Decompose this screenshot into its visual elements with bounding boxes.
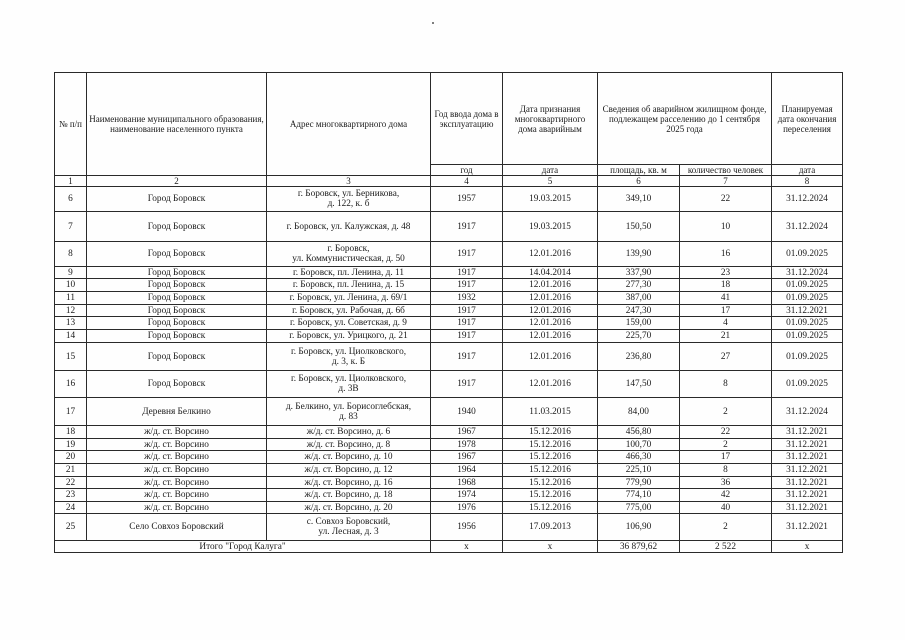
table-row [55, 439, 843, 451]
row-municipality: Город Боровск [87, 343, 267, 371]
scan-speck [432, 22, 434, 24]
row-plan: 31.12.2024 [772, 398, 843, 426]
row-municipality: Город Боровск [87, 242, 267, 267]
row-municipality: ж/д. ст. Ворсино [87, 502, 267, 514]
total-people: 2 522 [680, 541, 772, 553]
total-date: х [503, 541, 598, 553]
table-row [55, 398, 843, 426]
column-number: 1 [55, 176, 87, 187]
row-people: 36 [680, 477, 772, 489]
row-date: 15.12.2016 [503, 464, 598, 477]
row-area: 247,30 [598, 305, 680, 317]
row-area: 779,90 [598, 477, 680, 489]
row-year: 1917 [431, 279, 503, 292]
row-municipality: Город Боровск [87, 187, 267, 212]
table-row [55, 464, 843, 477]
row-number: 9 [55, 267, 87, 279]
row-number: 24 [55, 502, 87, 514]
row-people: 10 [680, 212, 772, 242]
row-people: 22 [680, 426, 772, 439]
table-row [55, 489, 843, 502]
row-year: 1932 [431, 292, 503, 305]
header-plan: Планируемая дата окончания переселения [772, 73, 843, 165]
row-year: 1967 [431, 426, 503, 439]
row-number: 13 [55, 317, 87, 330]
table-row [55, 187, 843, 212]
address-line-1: г. Боровск, ул. Циолковского, [290, 374, 407, 384]
row-number: 19 [55, 439, 87, 451]
row-address [267, 426, 431, 439]
row-plan: 31.12.2024 [772, 187, 843, 212]
row-area: 466,30 [598, 451, 680, 464]
row-number: 23 [55, 489, 87, 502]
row-address [267, 343, 431, 371]
row-people: 8 [680, 464, 772, 477]
address-line-1: ж/д. ст. Ворсино, д. 8 [306, 439, 391, 450]
row-year: 1956 [431, 514, 503, 541]
table-row [55, 343, 843, 371]
address-line-1: ж/д. ст. Ворсино, д. 20 [304, 502, 393, 513]
row-address [267, 451, 431, 464]
row-year: 1968 [431, 477, 503, 489]
address-line-1: г. Боровск, ул. Ленина, д. 69/1 [289, 293, 408, 303]
row-plan: 31.12.2021 [772, 426, 843, 439]
row-area: 139,90 [598, 242, 680, 267]
row-address [267, 267, 431, 279]
subheader-year: год [431, 165, 503, 176]
column-number: 5 [503, 176, 598, 187]
row-people: 23 [680, 267, 772, 279]
row-plan: 01.09.2025 [772, 279, 843, 292]
table-row [55, 514, 843, 541]
row-date: 12.01.2016 [503, 305, 598, 317]
row-area: 349,10 [598, 187, 680, 212]
row-area: 236,80 [598, 343, 680, 371]
row-number: 17 [55, 398, 87, 426]
address-line-2: д. 3, к. Б [331, 356, 366, 367]
address-line-1: г. Боровск, ул. Берникова, [297, 189, 400, 199]
row-number: 11 [55, 292, 87, 305]
row-area: 456,80 [598, 426, 680, 439]
row-people: 8 [680, 371, 772, 398]
table-row [55, 279, 843, 292]
row-municipality: Деревня Белкино [87, 398, 267, 426]
row-address [267, 212, 431, 242]
row-year: 1917 [431, 317, 503, 330]
row-area: 774,10 [598, 489, 680, 502]
row-municipality: ж/д. ст. Ворсино [87, 451, 267, 464]
row-plan: 01.09.2025 [772, 242, 843, 267]
row-municipality: Город Боровск [87, 330, 267, 343]
row-municipality: ж/д. ст. Ворсино [87, 489, 267, 502]
subheader-area: площадь, кв. м [598, 165, 680, 176]
header-year: Год ввода дома в эксплуатацию [431, 73, 503, 165]
row-address [267, 292, 431, 305]
row-municipality: Город Боровск [87, 267, 267, 279]
row-municipality: ж/д. ст. Ворсино [87, 439, 267, 451]
total-row [55, 541, 843, 553]
row-number: 7 [55, 212, 87, 242]
row-area: 337,90 [598, 267, 680, 279]
address-line-2: д. 83 [339, 411, 358, 422]
row-area: 147,50 [598, 371, 680, 398]
row-number: 8 [55, 242, 87, 267]
row-people: 21 [680, 330, 772, 343]
row-date: 12.01.2016 [503, 330, 598, 343]
table-row [55, 477, 843, 489]
total-year: х [431, 541, 503, 553]
row-address [267, 279, 431, 292]
table-row [55, 267, 843, 279]
row-date: 12.01.2016 [503, 279, 598, 292]
column-number: 7 [680, 176, 772, 187]
row-number: 22 [55, 477, 87, 489]
row-people: 4 [680, 317, 772, 330]
row-area: 84,00 [598, 398, 680, 426]
row-date: 15.12.2016 [503, 426, 598, 439]
row-people: 40 [680, 502, 772, 514]
row-municipality: Город Боровск [87, 292, 267, 305]
row-date: 12.01.2016 [503, 242, 598, 267]
address-line-1: ж/д. ст. Ворсино, д. 18 [304, 490, 393, 500]
row-address [267, 242, 431, 267]
row-plan: 31.12.2021 [772, 439, 843, 451]
header-municipality: Наименование муниципального образования, наименование населенного пункта [87, 73, 267, 176]
column-number: 6 [598, 176, 680, 187]
row-number: 6 [55, 187, 87, 212]
row-date: 15.12.2016 [503, 502, 598, 514]
row-area: 387,00 [598, 292, 680, 305]
table-header-row [55, 73, 843, 165]
row-number: 20 [55, 451, 87, 464]
row-plan: 31.12.2021 [772, 464, 843, 477]
address-line-2: д. 3В [338, 384, 359, 394]
row-area: 775,00 [598, 502, 680, 514]
row-plan: 31.12.2024 [772, 267, 843, 279]
row-year: 1957 [431, 187, 503, 212]
row-area: 225,70 [598, 330, 680, 343]
row-year: 1917 [431, 330, 503, 343]
header-address: Адрес многоквартирного дома [267, 73, 431, 176]
row-year: 1917 [431, 267, 503, 279]
row-address [267, 489, 431, 502]
address-line-1: ж/д. ст. Ворсино, д. 16 [304, 477, 393, 488]
subheader-plan: дата [772, 165, 843, 176]
row-year: 1940 [431, 398, 503, 426]
row-address [267, 398, 431, 426]
row-year: 1974 [431, 489, 503, 502]
address-line-1: д. Белкино, ул. Борисоглебская, [285, 401, 412, 412]
row-date: 12.01.2016 [503, 371, 598, 398]
row-year: 1917 [431, 242, 503, 267]
row-year: 1978 [431, 439, 503, 451]
row-date: 15.12.2016 [503, 477, 598, 489]
table-row [55, 242, 843, 267]
row-people: 41 [680, 292, 772, 305]
total-plan: х [772, 541, 843, 553]
row-date: 14.04.2014 [503, 267, 598, 279]
table-row [55, 305, 843, 317]
row-area: 150,50 [598, 212, 680, 242]
address-line-1: с. Совхоз Боровский, [306, 517, 391, 527]
table-row [55, 212, 843, 242]
row-people: 27 [680, 343, 772, 371]
row-municipality: Город Боровск [87, 371, 267, 398]
address-line-1: ж/д. ст. Ворсино, д. 10 [304, 452, 393, 462]
row-plan: 31.12.2021 [772, 489, 843, 502]
address-line-2: ул. Лесная, д. 3 [318, 527, 379, 537]
row-people: 2 [680, 514, 772, 541]
row-number: 10 [55, 279, 87, 292]
row-municipality: ж/д. ст. Ворсино [87, 464, 267, 477]
row-number: 15 [55, 343, 87, 371]
table-row [55, 317, 843, 330]
row-plan: 31.12.2021 [772, 502, 843, 514]
row-people: 18 [680, 279, 772, 292]
row-address [267, 371, 431, 398]
row-plan: 01.09.2025 [772, 343, 843, 371]
row-plan: 01.09.2025 [772, 371, 843, 398]
row-area: 159,00 [598, 317, 680, 330]
row-plan: 31.12.2024 [772, 212, 843, 242]
row-date: 15.12.2016 [503, 439, 598, 451]
row-address [267, 317, 431, 330]
row-date: 12.01.2016 [503, 343, 598, 371]
row-area: 106,90 [598, 514, 680, 541]
address-line-1: ж/д. ст. Ворсино, д. 12 [304, 465, 393, 475]
row-people: 22 [680, 187, 772, 212]
row-people: 42 [680, 489, 772, 502]
header-fund-info: Сведения об аварийном жилищном фонде, подлежащем расселению до 1 сентября 2025 года [598, 73, 772, 165]
subheader-date: дата [503, 165, 598, 176]
header-date: Дата признания многоквартирного дома аварийным [503, 73, 598, 165]
row-year: 1976 [431, 502, 503, 514]
total-area: 36 879,62 [598, 541, 680, 553]
row-year: 1917 [431, 371, 503, 398]
row-number: 16 [55, 371, 87, 398]
row-date: 12.01.2016 [503, 317, 598, 330]
row-year: 1964 [431, 464, 503, 477]
row-area: 225,10 [598, 464, 680, 477]
row-address [267, 464, 431, 477]
row-address [267, 477, 431, 489]
row-number: 12 [55, 305, 87, 317]
column-number: 8 [772, 176, 843, 187]
row-address [267, 502, 431, 514]
row-year: 1917 [431, 343, 503, 371]
table-row [55, 292, 843, 305]
row-plan: 31.12.2021 [772, 305, 843, 317]
row-plan: 31.12.2021 [772, 451, 843, 464]
row-number: 14 [55, 330, 87, 343]
row-area: 277,30 [598, 279, 680, 292]
table-row [55, 371, 843, 398]
subheader-people: количество человек [680, 165, 772, 176]
column-number: 3 [267, 176, 431, 187]
row-date: 19.03.2015 [503, 187, 598, 212]
address-line-1: ж/д. ст. Ворсино, д. 6 [306, 427, 391, 437]
row-date: 11.03.2015 [503, 398, 598, 426]
row-people: 2 [680, 398, 772, 426]
row-date: 19.03.2015 [503, 212, 598, 242]
table-row [55, 426, 843, 439]
row-people: 17 [680, 305, 772, 317]
row-plan: 31.12.2021 [772, 477, 843, 489]
emergency-housing-table [54, 72, 843, 553]
address-line-1: г. Боровск, [327, 244, 370, 254]
row-municipality: Город Боровск [87, 317, 267, 330]
address-line-1: г. Боровск, ул. Советская, д. 9 [290, 318, 407, 328]
column-number: 2 [87, 176, 267, 187]
row-people: 16 [680, 242, 772, 267]
table-row [55, 451, 843, 464]
row-address [267, 187, 431, 212]
row-municipality: ж/д. ст. Ворсино [87, 477, 267, 489]
row-municipality: Село Совхоз Боровский [87, 514, 267, 541]
row-municipality: ж/д. ст. Ворсино [87, 426, 267, 439]
row-address [267, 514, 431, 541]
address-line-1: г. Боровск, ул. Калужская, д. 48 [286, 221, 411, 232]
address-line-2: ул. Коммунистическая, д. 50 [292, 254, 405, 264]
row-date: 12.01.2016 [503, 292, 598, 305]
address-line-1: г. Боровск, ул. Рабочая, д. 6б [292, 305, 405, 316]
row-area: 100,70 [598, 439, 680, 451]
row-year: 1917 [431, 305, 503, 317]
row-municipality: Город Боровск [87, 305, 267, 317]
row-address [267, 330, 431, 343]
address-line-1: г. Боровск, ул. Циолковского, [290, 346, 407, 357]
row-plan: 01.09.2025 [772, 330, 843, 343]
row-municipality: Город Боровск [87, 212, 267, 242]
row-date: 15.12.2016 [503, 489, 598, 502]
row-people: 2 [680, 439, 772, 451]
row-number: 18 [55, 426, 87, 439]
header-number: № п/п [55, 73, 87, 176]
row-people: 17 [680, 451, 772, 464]
column-number: 4 [431, 176, 503, 187]
table-row [55, 502, 843, 514]
address-line-2: д. 122, к. б [327, 199, 370, 209]
row-plan: 31.12.2021 [772, 514, 843, 541]
row-address [267, 305, 431, 317]
row-number: 25 [55, 514, 87, 541]
row-number: 21 [55, 464, 87, 477]
table-row [55, 330, 843, 343]
address-line-1: г. Боровск, пл. Ленина, д. 11 [293, 267, 404, 278]
row-date: 17.09.2013 [503, 514, 598, 541]
column-number-row [55, 176, 843, 187]
row-address [267, 439, 431, 451]
row-year: 1917 [431, 212, 503, 242]
row-date: 15.12.2016 [503, 451, 598, 464]
row-municipality: Город Боровск [87, 279, 267, 292]
row-plan: 01.09.2025 [772, 292, 843, 305]
address-line-1: г. Боровск, пл. Ленина, д. 15 [292, 280, 405, 290]
row-year: 1967 [431, 451, 503, 464]
row-plan: 01.09.2025 [772, 317, 843, 330]
address-line-1: г. Боровск, ул. Урицкого, д. 21 [289, 331, 408, 341]
total-label: Итого "Город Калуга" [55, 541, 431, 553]
